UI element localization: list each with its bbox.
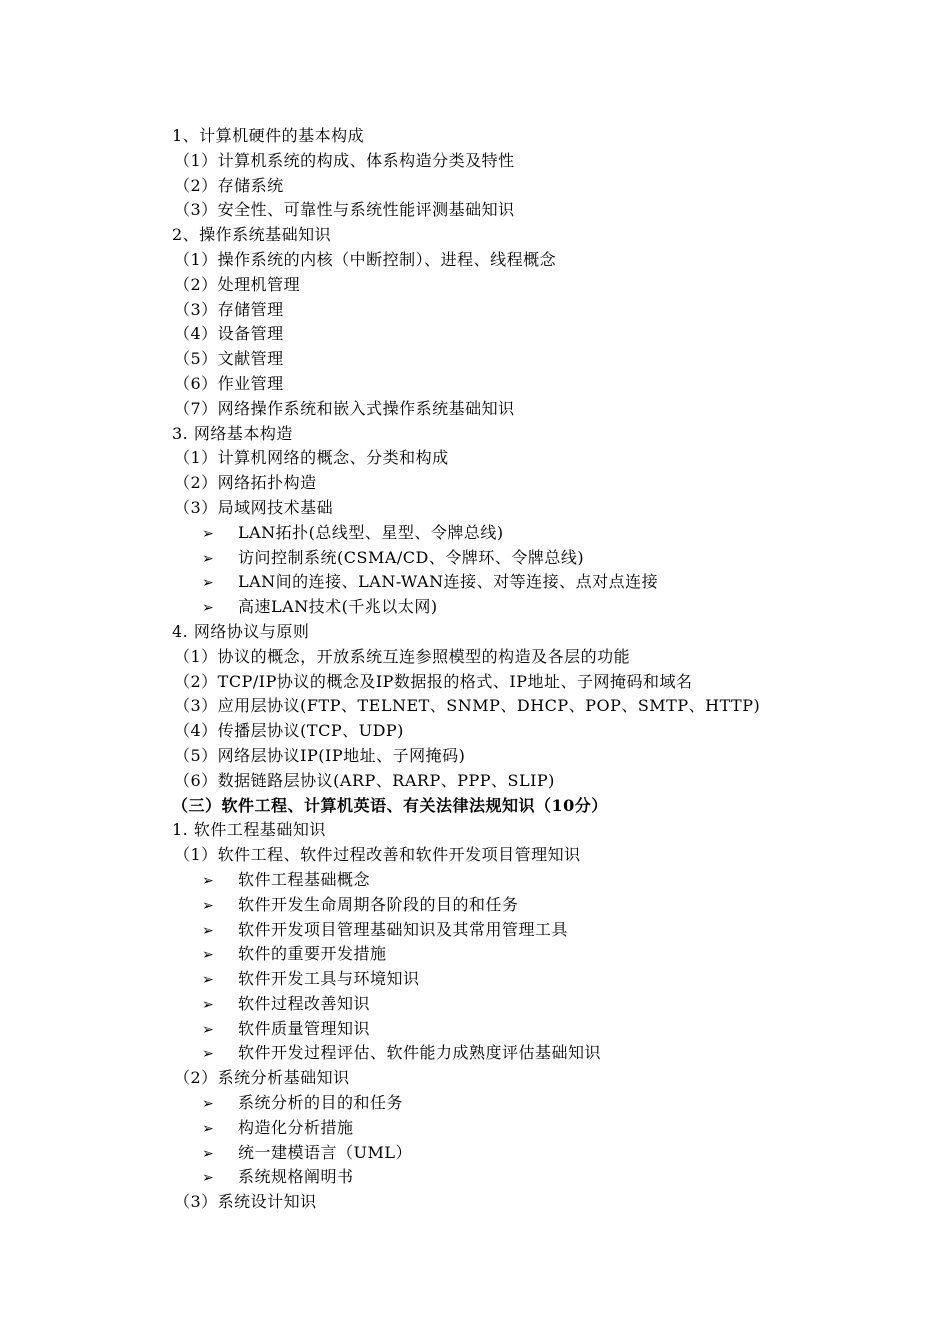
numbered-item: （2）TCP/IP协议的概念及IP数据报的格式、IP地址、子网掩码和域名: [174, 671, 693, 691]
bullet-list-item: [172, 521, 872, 546]
bullet-list-item: [172, 893, 872, 918]
arrow-bullet-icon: ➢: [202, 947, 215, 964]
numbered-item: （3）应用层协议(FTP、TELNET、SNMP、DHCP、POP、SMTP、HTTP): [174, 696, 761, 716]
numbered-item: （3）局域网技术基础: [174, 497, 334, 517]
chapter-heading: （三）软件工程、计算机英语、有关法律法规知识（10分）: [172, 795, 608, 815]
section-heading: 1. 软件工程基础知识: [172, 820, 326, 840]
bullet-list-item: [172, 918, 872, 943]
numbered-item: （4）设备管理: [174, 324, 284, 344]
numbered-item: （7）网络操作系统和嵌入式操作系统基础知识: [174, 398, 515, 418]
arrow-bullet-icon: ➢: [202, 996, 215, 1013]
bullet-text: 软件开发项目管理基础知识及其常用管理工具: [238, 919, 569, 939]
arrow-bullet-icon: ➢: [202, 600, 215, 617]
bullet-list-item: [172, 1116, 872, 1141]
bullet-list-item: [172, 868, 872, 893]
bullet-text: 软件的重要开发措施: [238, 944, 387, 964]
bullet-text: 软件开发工具与环境知识: [238, 969, 420, 989]
section-heading: 2、操作系统基础知识: [172, 225, 332, 245]
bullet-text: 软件开发生命周期各阶段的目的和任务: [238, 894, 519, 914]
numbered-item: （3）存储管理: [174, 299, 284, 319]
numbered-item: （5）文献管理: [174, 349, 284, 369]
bullet-list-item: [172, 1165, 872, 1190]
bullet-text: 软件质量管理知识: [238, 1018, 371, 1038]
bullet-text: 系统分析的目的和任务: [238, 1093, 404, 1113]
numbered-item: （2）处理机管理: [174, 274, 301, 294]
bullet-text: 高速LAN技术(千兆以太网): [238, 597, 438, 617]
bullet-text: 软件过程改善知识: [238, 993, 371, 1013]
arrow-bullet-icon: ➢: [202, 1120, 215, 1137]
document-body: [172, 124, 872, 1215]
arrow-bullet-icon: ➢: [202, 525, 215, 542]
numbered-item: （3）安全性、可靠性与系统性能评测基础知识: [174, 200, 515, 220]
section-heading: 4. 网络协议与原则: [172, 621, 310, 641]
numbered-item: （6）作业管理: [174, 373, 284, 393]
numbered-item: （1）操作系统的内核（中断控制）、进程、线程概念: [174, 249, 557, 269]
bullet-list-item: [172, 546, 872, 571]
bullet-text: 构造化分析措施: [238, 1117, 354, 1137]
arrow-bullet-icon: ➢: [202, 872, 215, 889]
bullet-text: 访问控制系统(CSMA/CD、令牌环、令牌总线): [238, 547, 585, 567]
bullet-list-item: [172, 570, 872, 595]
bullet-list-item: [172, 992, 872, 1017]
arrow-bullet-icon: ➢: [202, 575, 215, 592]
arrow-bullet-icon: ➢: [202, 550, 215, 567]
arrow-bullet-icon: ➢: [202, 1046, 215, 1063]
bullet-list-item: [172, 942, 872, 967]
arrow-bullet-icon: ➢: [202, 972, 215, 989]
bullet-list-item: [172, 1017, 872, 1042]
arrow-bullet-icon: ➢: [202, 897, 215, 914]
arrow-bullet-icon: ➢: [202, 1170, 215, 1187]
bullet-text: 系统规格阐明书: [238, 1167, 354, 1187]
bullet-list-item: [172, 967, 872, 992]
numbered-item: （2）系统分析基础知识: [174, 1068, 350, 1088]
section-heading: 1、计算机硬件的基本构成: [172, 126, 365, 145]
numbered-item: （3）系统设计知识: [174, 1192, 317, 1212]
bullet-text: 软件开发过程评估、软件能力成熟度评估基础知识: [238, 1043, 602, 1063]
arrow-bullet-icon: ➢: [202, 1096, 215, 1113]
numbered-item: （5）网络层协议IP(IP地址、子网掩码): [174, 745, 466, 765]
numbered-item: （2）网络拓扑构造: [174, 473, 317, 493]
section-heading: 3. 网络基本构造: [172, 423, 293, 443]
bullet-text: LAN间的连接、LAN-WAN连接、对等连接、点对点连接: [238, 572, 659, 592]
arrow-bullet-icon: ➢: [202, 1145, 215, 1162]
numbered-item: （1）计算机系统的构成、体系构造分类及特性: [174, 150, 515, 170]
numbered-item: （2）存储系统: [174, 175, 284, 195]
bullet-text: 统一建模语言（UML）: [238, 1142, 412, 1162]
arrow-bullet-icon: ➢: [202, 922, 215, 939]
numbered-item: （1）协议的概念，开放系统互连参照模型的构造及各层的功能: [174, 646, 631, 666]
numbered-item: （1）计算机网络的概念、分类和构成: [174, 448, 449, 468]
bullet-list-item: [172, 1091, 872, 1116]
numbered-item: （1）软件工程、软件过程改善和软件开发项目管理知识: [174, 845, 581, 865]
bullet-text: 软件工程基础概念: [238, 869, 371, 889]
bullet-list-item: [172, 1141, 872, 1166]
bullet-list-item: [172, 595, 872, 620]
bullet-text: LAN拓扑(总线型、星型、令牌总线): [238, 522, 504, 542]
bullet-list-item: [172, 1041, 872, 1066]
numbered-item: （6）数据链路层协议(ARP、RARP、PPP、SLIP): [174, 770, 555, 790]
numbered-item: （4）传播层协议(TCP、UDP): [174, 721, 404, 741]
arrow-bullet-icon: ➢: [202, 1021, 215, 1038]
